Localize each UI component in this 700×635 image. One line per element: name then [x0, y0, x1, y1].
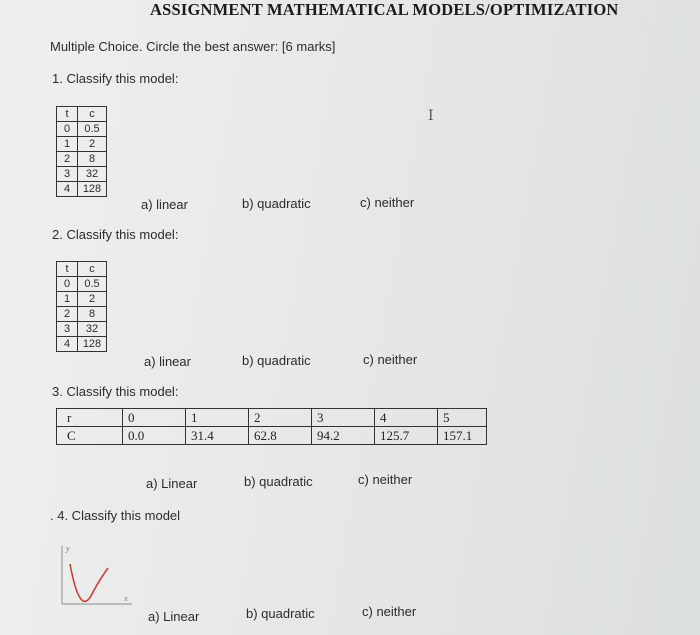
- q2-table: [56, 261, 107, 352]
- table-cell: 128: [78, 182, 107, 197]
- table-cell: 157.1: [438, 427, 487, 445]
- text-cursor-icon: I: [428, 108, 434, 124]
- table-cell: 1: [186, 409, 249, 427]
- table-cell: 4: [375, 409, 438, 427]
- table-row: [57, 152, 107, 167]
- table-cell: 128: [78, 337, 107, 352]
- table-cell: 3: [312, 409, 375, 427]
- table-cell: 0: [57, 122, 78, 137]
- q4-graph: [56, 540, 136, 606]
- q4-prompt: . 4. Classify this model: [50, 508, 181, 523]
- table-row: [57, 182, 107, 197]
- q3-prompt: 3. Classify this model:: [52, 384, 179, 399]
- parabola-curve: [70, 564, 108, 601]
- table-cell: 0: [57, 277, 78, 292]
- table-cell: 4: [57, 337, 78, 352]
- table-row: [57, 107, 107, 122]
- q2-prompt: 2. Classify this model:: [52, 227, 179, 242]
- q1-option-b[interactable]: b) quadratic: [242, 196, 311, 211]
- table-row: [57, 427, 487, 445]
- table-cell: 62.8: [249, 427, 312, 445]
- table-cell: 2: [78, 292, 107, 307]
- table-cell: 32: [78, 167, 107, 182]
- table-cell: 0.5: [78, 122, 107, 137]
- table-cell: 1: [57, 292, 78, 307]
- q2-option-c[interactable]: c) neither: [363, 352, 418, 367]
- q3-option-a[interactable]: a) Linear: [146, 476, 198, 491]
- table-cell: 8: [78, 152, 107, 167]
- table-cell: 0.0: [123, 427, 186, 445]
- table-cell: 4: [57, 182, 78, 197]
- q2-option-b[interactable]: b) quadratic: [242, 353, 311, 368]
- q4-option-c[interactable]: c) neither: [362, 604, 417, 619]
- q4-option-a[interactable]: a) Linear: [148, 609, 200, 624]
- q1-prompt: 1. Classify this model:: [52, 71, 179, 86]
- q3-option-b[interactable]: b) quadratic: [244, 474, 313, 489]
- instructions: Multiple Choice. Circle the best answer: [6 marks]: [50, 39, 336, 54]
- table-cell: 3: [57, 322, 78, 337]
- q1-option-a[interactable]: a) linear: [141, 197, 188, 212]
- table-cell: 0.5: [78, 277, 107, 292]
- q4-option-b[interactable]: b) quadratic: [246, 606, 315, 621]
- table-header-t: t: [57, 262, 78, 277]
- table-row: [57, 137, 107, 152]
- table-cell: 125.7: [375, 427, 438, 445]
- table-cell: 8: [78, 307, 107, 322]
- table-cell: 2: [57, 152, 78, 167]
- table-row: [57, 322, 107, 337]
- table-cell: 3: [57, 167, 78, 182]
- table-cell: 5: [438, 409, 487, 427]
- table-cell: 31.4: [186, 427, 249, 445]
- table-row: [57, 167, 107, 182]
- row-label-c: C: [57, 427, 123, 445]
- table-row: [57, 337, 107, 352]
- table-cell: 32: [78, 322, 107, 337]
- q2-option-a[interactable]: a) linear: [144, 354, 191, 369]
- table-row: [57, 409, 487, 427]
- y-axis-label: y: [66, 544, 70, 553]
- table-header-t: t: [57, 107, 78, 122]
- table-row: [57, 122, 107, 137]
- row-label-r: r: [57, 409, 123, 427]
- table-cell: 2: [249, 409, 312, 427]
- q1-table: [56, 106, 107, 197]
- table-cell: 0: [123, 409, 186, 427]
- table-header-c: c: [78, 262, 107, 277]
- table-row: [57, 292, 107, 307]
- table-cell: 2: [78, 137, 107, 152]
- x-axis-label: x: [124, 594, 128, 603]
- q3-option-c[interactable]: c) neither: [358, 472, 413, 487]
- table-cell: 94.2: [312, 427, 375, 445]
- table-header-c: c: [78, 107, 107, 122]
- q1-option-c[interactable]: c) neither: [360, 195, 415, 210]
- table-row: [57, 262, 107, 277]
- table-row: [57, 307, 107, 322]
- table-row: [57, 277, 107, 292]
- q3-table: [56, 408, 487, 445]
- page-title: ASSIGNMENT MATHEMATICAL MODELS/OPTIMIZATION: [150, 0, 619, 19]
- table-cell: 2: [57, 307, 78, 322]
- table-cell: 1: [57, 137, 78, 152]
